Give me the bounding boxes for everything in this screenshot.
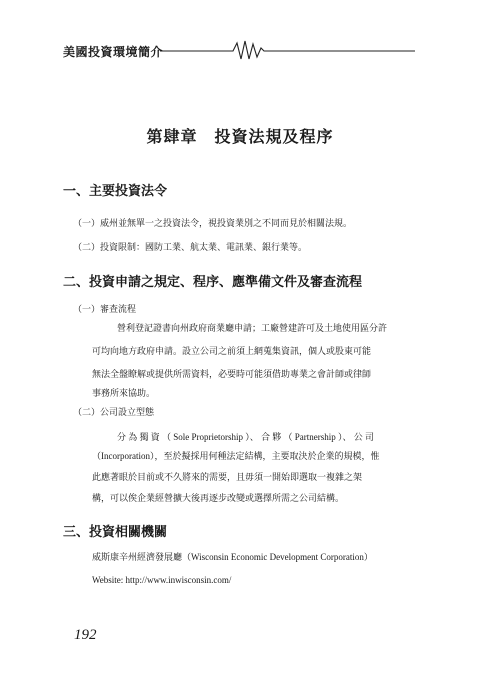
- section-3-heading: 三、投資相關機關: [63, 525, 168, 540]
- review-paragraph-line-2: 可均向地方政府申請。設立公司之前須上網蒐集資訊，個人或股東可能: [92, 347, 372, 357]
- section-1-item-1: （一）威州並無單一之投資法令，視投資業別之不同而見於相關法規。: [73, 219, 353, 229]
- subsection-company-type-label: （二）公司設立型態: [73, 408, 155, 418]
- running-header-title: 美國投資環境簡介: [63, 45, 164, 59]
- agency-website: Website: http://www.inwisconsin.com/: [92, 575, 232, 585]
- chapter-title: 第肆章 投資法規及程序: [146, 127, 334, 146]
- section-1-heading: 一、主要投資法令: [63, 184, 168, 199]
- subsection-review-label: （一）審查流程: [73, 305, 137, 315]
- section-2-heading: 二、投資申請之規定、程序、應準備文件及審查流程: [63, 275, 363, 290]
- page-number: 192: [74, 627, 97, 643]
- company-type-line-4: 構，可以俟企業經營擴大後再逐步改變或選擇所需之公司結構。: [92, 494, 345, 504]
- review-paragraph-line-4: 事務所來協助。: [92, 389, 156, 399]
- company-type-line-1: 分 為 獨 資 （ Sole Proprietorship ）、 合 夥 （ Partnership ）、 公 司: [117, 432, 374, 442]
- company-type-line-2: （Incorporation），至於擬採用何種法定結構，主要取決於企業的規模，惟: [92, 451, 380, 461]
- running-header: [63, 38, 415, 64]
- agency-name: 威斯康辛州經濟發展廳（Wisconsin Economic Development Corporation）: [92, 552, 373, 562]
- review-paragraph-line-3: 無法全盤瞭解或提供所需資料，必要時可能須借助專業之會計師或律師: [92, 370, 372, 380]
- company-type-line-3: 此應著眼於目前或不久將來的需要，且毋須一開始即選取一複雜之架: [92, 473, 363, 483]
- section-1-item-2: （二）投資限制：國防工業、航太業、電訊業、銀行業等。: [73, 243, 308, 253]
- review-paragraph-line-1: 營利登記證書向州政府商業廳申請；工廠營建許可及土地使用區分許: [117, 324, 388, 334]
